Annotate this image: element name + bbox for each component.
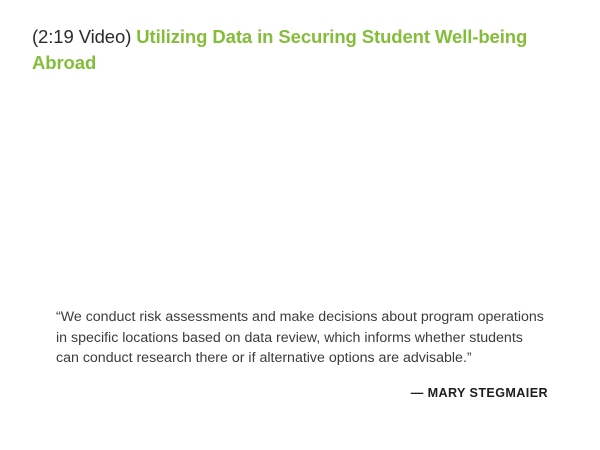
quote-block bbox=[56, 307, 548, 400]
quote-text: “We conduct risk assessments and make decisions about program operations in specific locations based on data review, which informs whether students can conduct research there or if alternative options are advisable.” bbox=[56, 309, 544, 367]
quote-attribution: — MARY STEGMAIER bbox=[410, 386, 548, 401]
title-text: Utilizing Data in Securing Student Well-being Abroad bbox=[32, 26, 528, 73]
page-title bbox=[32, 24, 552, 75]
video-duration-label: (2:19 Video) bbox=[32, 26, 137, 47]
